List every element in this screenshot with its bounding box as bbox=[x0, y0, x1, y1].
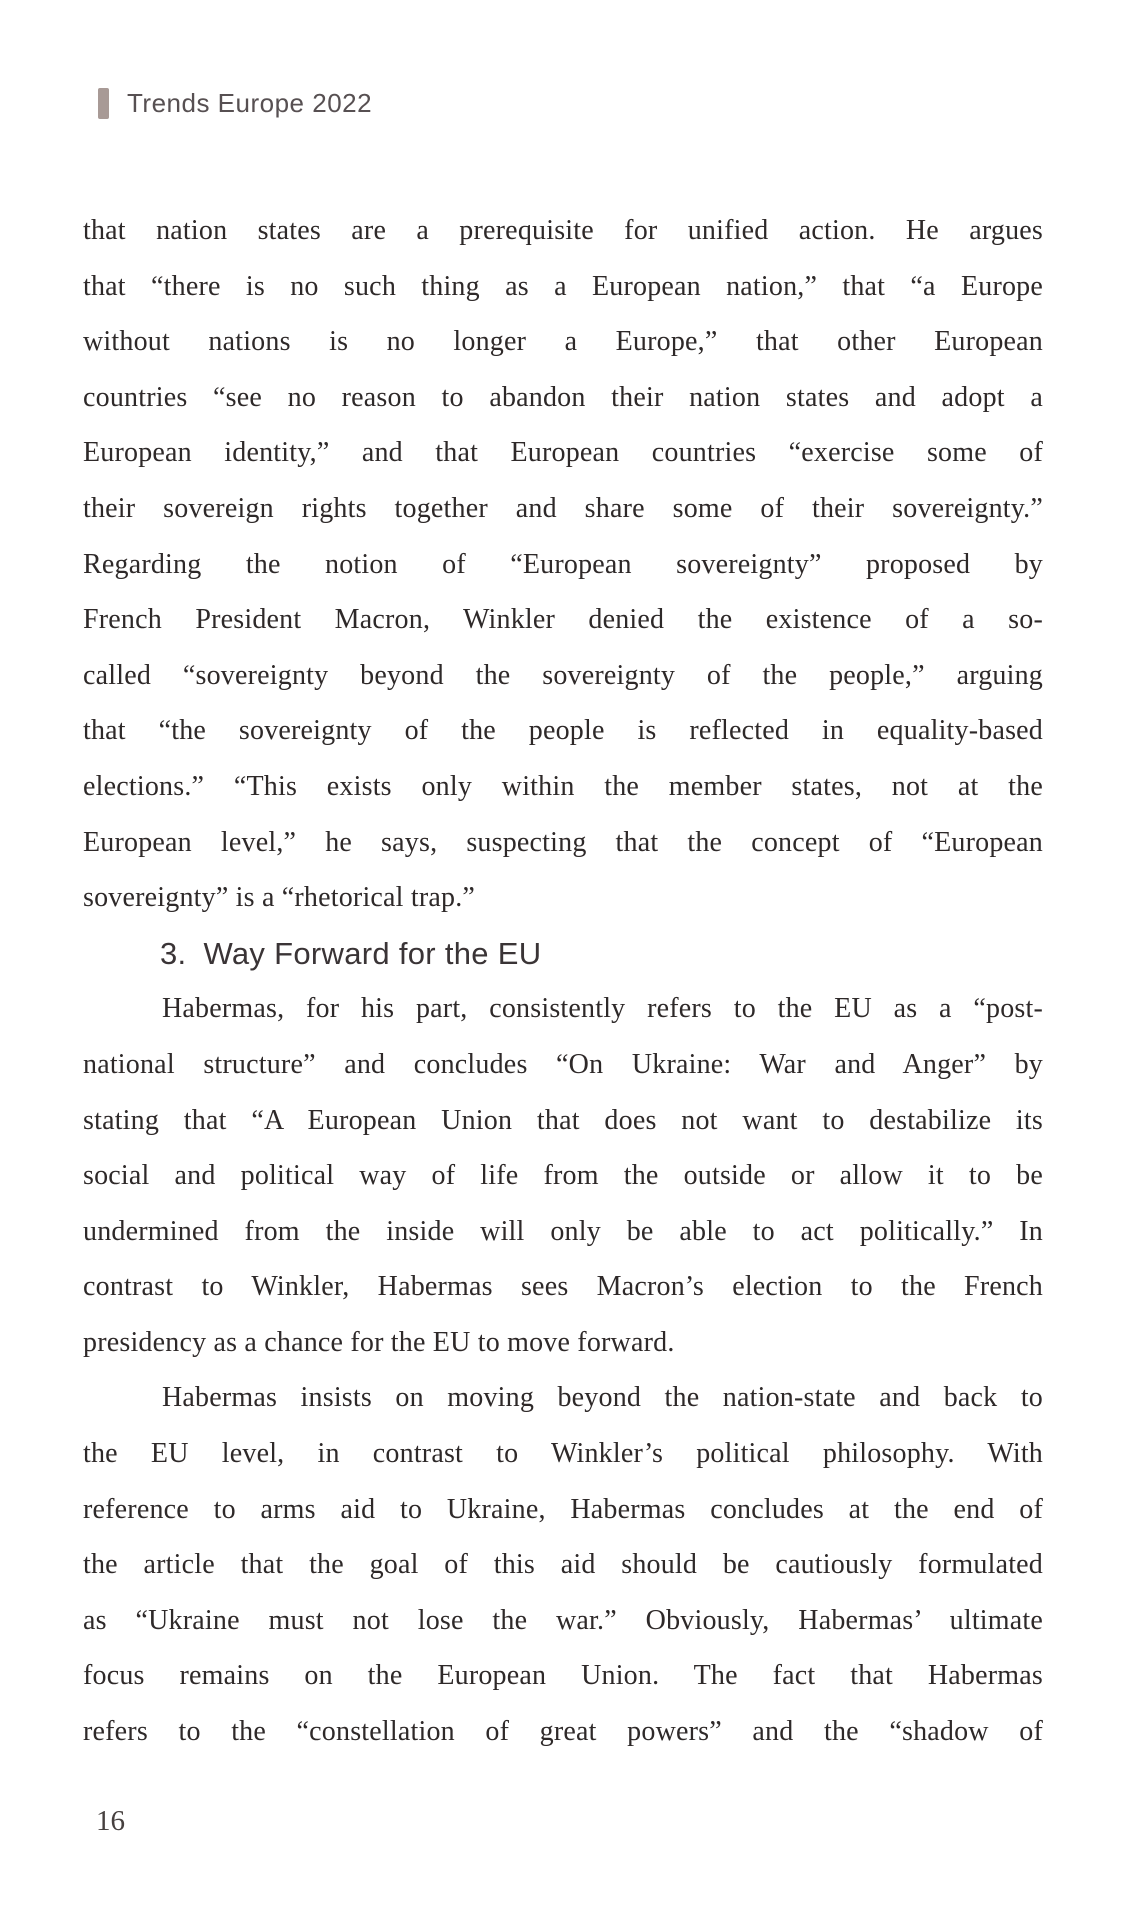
paragraph-line: sovereignty” is a “rhetorical trap.” bbox=[83, 882, 476, 914]
document-body bbox=[83, 203, 1043, 1760]
paragraph-line: reference to arms aid to Ukraine, Habermas concludes at the end of bbox=[83, 1493, 1043, 1525]
section-heading bbox=[83, 926, 1043, 982]
header-accent-bar bbox=[98, 88, 109, 119]
paragraph-line: national structure” and concludes “On Ukraine: War and Anger” by bbox=[83, 1048, 1043, 1080]
paragraph-line: Habermas insists on moving beyond the nation-state and back to bbox=[162, 1382, 1043, 1414]
section-heading-number: 3. bbox=[160, 935, 187, 971]
paragraph-line: without nations is no longer a Europe,” that other European bbox=[83, 326, 1043, 358]
paragraph-line: countries “see no reason to abandon their nation states and adopt a bbox=[83, 381, 1043, 413]
paragraph-line: European level,” he says, suspecting that the concept of “European bbox=[83, 826, 1043, 858]
paragraph-line: social and political way of life from the outside or allow it to be bbox=[83, 1160, 1043, 1192]
paragraph-line: refers to the “constellation of great powers” and the “shadow of bbox=[83, 1716, 1043, 1748]
paragraph-line: their sovereign rights together and share some of their sovereignty.” bbox=[83, 492, 1043, 524]
paragraph-line: undermined from the inside will only be able to act politically.” In bbox=[83, 1215, 1043, 1247]
paragraph-line: presidency as a chance for the EU to move forward. bbox=[83, 1326, 675, 1358]
paragraph-line: European identity,” and that European countries “exercise some of bbox=[83, 437, 1043, 469]
paragraph-line: contrast to Winkler, Habermas sees Macron’s election to the French bbox=[83, 1271, 1043, 1303]
paragraph-line: stating that “A European Union that does not want to destabilize its bbox=[83, 1104, 1043, 1136]
paragraph-line: Habermas, for his part, consistently refers to the EU as a “post- bbox=[162, 993, 1043, 1025]
paragraph-line: that nation states are a prerequisite for unified action. He argues bbox=[83, 215, 1043, 246]
section-heading-text: Way Forward for the EU bbox=[203, 935, 542, 971]
running-header-title: Trends Europe 2022 bbox=[127, 88, 373, 118]
paragraph-line: focus remains on the European Union. The fact that Habermas bbox=[83, 1660, 1043, 1692]
paragraph-line: as “Ukraine must not lose the war.” Obviously, Habermas’ ultimate bbox=[83, 1604, 1043, 1636]
paragraph-line: the EU level, in contrast to Winkler’s political philosophy. With bbox=[83, 1438, 1043, 1470]
paragraph-line: called “sovereignty beyond the sovereignty of the people,” arguing bbox=[83, 659, 1043, 691]
paragraph-line: elections.” “This exists only within the member states, not at the bbox=[83, 770, 1043, 802]
paragraph-line: that “there is no such thing as a European nation,” that “a Europe bbox=[83, 270, 1043, 302]
paragraph-line: that “the sovereignty of the people is reflected in equality-based bbox=[83, 715, 1043, 747]
page-header bbox=[98, 88, 372, 119]
paragraph-line: Regarding the notion of “European sovereignty” proposed by bbox=[83, 548, 1043, 580]
paragraph-line: the article that the goal of this aid should be cautiously formulated bbox=[83, 1549, 1043, 1581]
paragraph-line: French President Macron, Winkler denied the existence of a so- bbox=[83, 604, 1043, 636]
page-number: 16 bbox=[96, 1805, 125, 1837]
